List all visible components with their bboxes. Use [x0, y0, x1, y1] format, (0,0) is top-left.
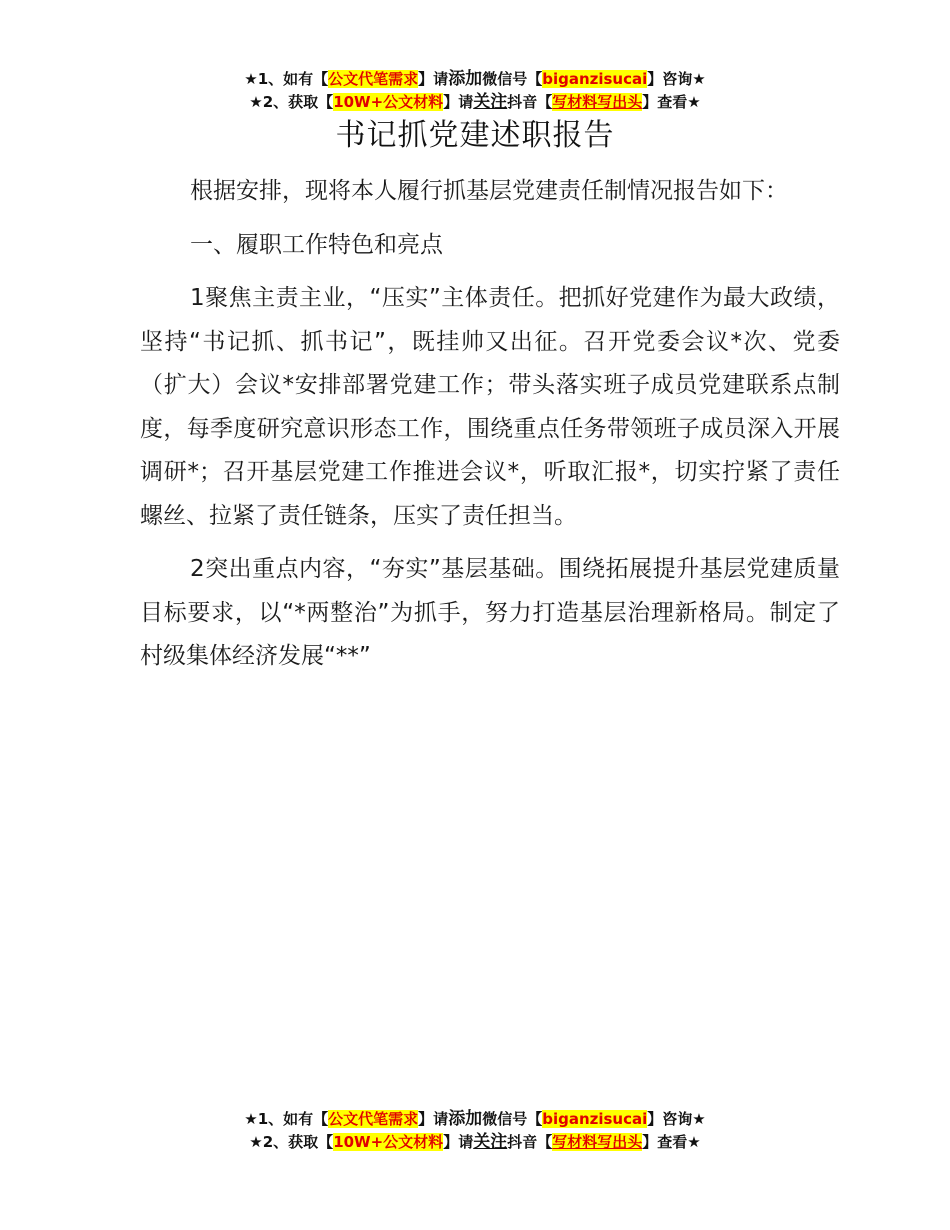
paragraph: 2突出重点内容，“夯实”基层基础。围绕拓展提升基层党建质量目标要求，以“*两整治”为抓手，努力打造基层治理新格局。制定了村级集体经济发展“**” — [140, 556, 840, 669]
banner-text: 添加 — [448, 69, 483, 89]
banner-text: 抖音【 — [507, 93, 553, 111]
banner-text: 关注 — [473, 1132, 508, 1152]
paragraph: 根据安排，现将本人履行抓基层党建责任制情况报告如下： — [190, 178, 788, 204]
banner-text: 微信号【 — [482, 1110, 543, 1128]
paragraph: 1聚焦主责主业，“压实”主体责任。把抓好党建作为最大政绩，坚持“书记抓、抓书记”，既挂帅又出征。召开党委会议*次、党委（扩大）会议*安排部署党建工作；带头落实班子成员党建联系点制度，每季度研究意识形态工作，围绕重点任务带领班子成员深入开展调研*；召开基层党建工作推进会议*，听取汇报*，切实拧紧了责任螺丝、拉紧了责任链条，压实了责任担当。 — [140, 285, 840, 529]
banner-highlight: 公文代笔需求 — [328, 1110, 419, 1128]
banner-text: ★1、如有【 — [244, 1110, 329, 1128]
banner-line-2 — [0, 1131, 950, 1154]
banner-text: 添加 — [448, 1109, 483, 1129]
banner-text: 】咨询★ — [647, 70, 706, 88]
banner-text: 】请 — [443, 93, 474, 111]
top-banner — [0, 68, 950, 114]
banner-text: ★2、获取【 — [249, 93, 334, 111]
section-heading: 一、履职工作特色和亮点 — [190, 231, 443, 258]
bottom-banner — [0, 1108, 950, 1154]
banner-text: 】请 — [418, 1110, 449, 1128]
document-body — [140, 170, 840, 689]
document-title: 书记抓党建述职报告 — [335, 118, 615, 153]
wechat-id-highlight: biganzisucai — [542, 70, 648, 88]
banner-line-2 — [0, 91, 950, 114]
banner-line-1 — [0, 1108, 950, 1131]
douyin-highlight: 写材料写出头 — [552, 1133, 643, 1151]
banner-text: 】查看★ — [642, 93, 701, 111]
banner-text: 】请 — [443, 1133, 474, 1151]
banner-text: 】查看★ — [642, 1133, 701, 1151]
banner-text: 】请 — [418, 70, 449, 88]
banner-highlight: 公文代笔需求 — [328, 70, 419, 88]
banner-text: ★2、获取【 — [249, 1133, 334, 1151]
banner-line-1 — [0, 68, 950, 91]
banner-text: 】咨询★ — [647, 1110, 706, 1128]
douyin-highlight: 写材料写出头 — [552, 93, 643, 111]
wechat-id-highlight: biganzisucai — [542, 1110, 648, 1128]
banner-highlight: 10W+公文材料 — [333, 1133, 444, 1151]
banner-text: ★1、如有【 — [244, 70, 329, 88]
banner-text: 抖音【 — [507, 1133, 553, 1151]
banner-text: 关注 — [473, 92, 508, 112]
banner-highlight: 10W+公文材料 — [333, 93, 444, 111]
banner-text: 微信号【 — [482, 70, 543, 88]
